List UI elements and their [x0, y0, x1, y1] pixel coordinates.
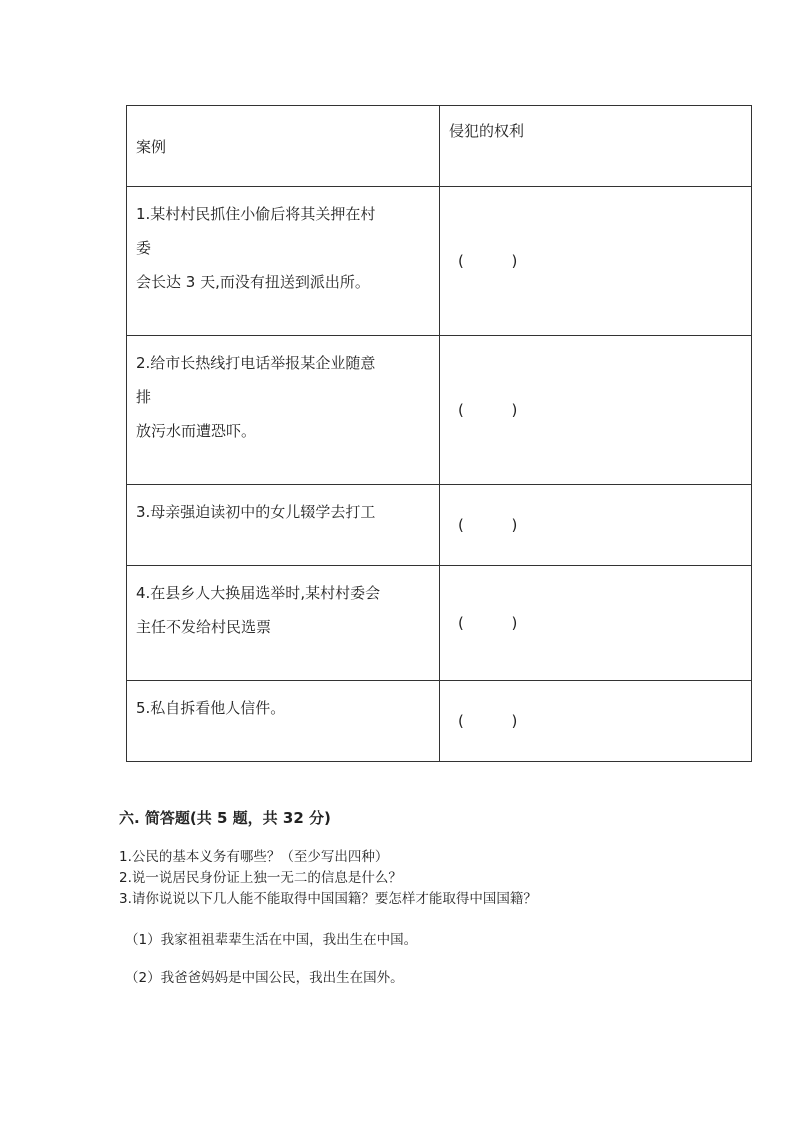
section-title: 六. 简答题(共 5 题，共 32 分)	[119, 809, 331, 827]
answer-blank[interactable]: ( )	[458, 252, 518, 270]
answer-cell[interactable]	[440, 485, 752, 566]
question-item: 3.请你说说以下几人能不能取得中国国籍？要怎样才能取得中国国籍？	[119, 891, 537, 907]
header-right-cell	[440, 106, 752, 187]
case-cell	[127, 566, 440, 681]
question-list	[119, 847, 679, 910]
answer-cell[interactable]	[440, 566, 752, 681]
case-text-line: 3.母亲强迫读初中的女儿辍学去打工	[136, 503, 376, 521]
case-cell	[127, 187, 440, 336]
answer-blank[interactable]: ( )	[458, 401, 518, 419]
table-row	[127, 681, 752, 762]
table-row	[127, 187, 752, 336]
case-text-line: 放污水而遭恐吓。	[136, 422, 257, 440]
case-text-line: 2.给市长热线打电话举报某企业随意	[136, 354, 376, 372]
header-case-label: 案例	[136, 138, 167, 156]
sub-question-item: （1）我家祖祖辈辈生活在中国，我出生在中国。	[125, 932, 418, 948]
case-text-line: 1.某村村民抓住小偷后将其关押在村	[136, 205, 376, 223]
header-case-cell	[127, 106, 440, 187]
answer-cell[interactable]	[440, 336, 752, 485]
question-item: 2.说一说居民身份证上独一无二的信息是什么？	[119, 870, 402, 886]
header-right-label: 侵犯的权利	[449, 122, 525, 140]
answer-blank[interactable]: ( )	[458, 712, 518, 730]
answer-cell[interactable]	[440, 681, 752, 762]
table-row	[127, 566, 752, 681]
case-text-line: 排	[136, 388, 152, 406]
table-header-row	[127, 106, 752, 187]
table-row	[127, 336, 752, 485]
case-cell	[127, 485, 440, 566]
case-text-line: 委	[136, 239, 152, 257]
case-text-line: 会长达 3 天,而没有扭送到派出所。	[136, 273, 370, 291]
case-text-line: 5.私自拆看他人信件。	[136, 699, 286, 717]
table-row	[127, 485, 752, 566]
case-text-line: 主任不发给村民选票	[136, 618, 272, 636]
case-cell	[127, 681, 440, 762]
answer-cell[interactable]	[440, 187, 752, 336]
question-item: 1.公民的基本义务有哪些？（至少写出四种）	[119, 849, 389, 865]
case-cell	[127, 336, 440, 485]
answer-blank[interactable]: ( )	[458, 614, 518, 632]
rights-case-table	[126, 105, 752, 762]
answer-blank[interactable]: ( )	[458, 516, 518, 534]
sub-question-item: （2）我爸爸妈妈是中国公民，我出生在国外。	[125, 970, 404, 986]
case-text-line: 4.在县乡人大换届选举时,某村村委会	[136, 584, 381, 602]
